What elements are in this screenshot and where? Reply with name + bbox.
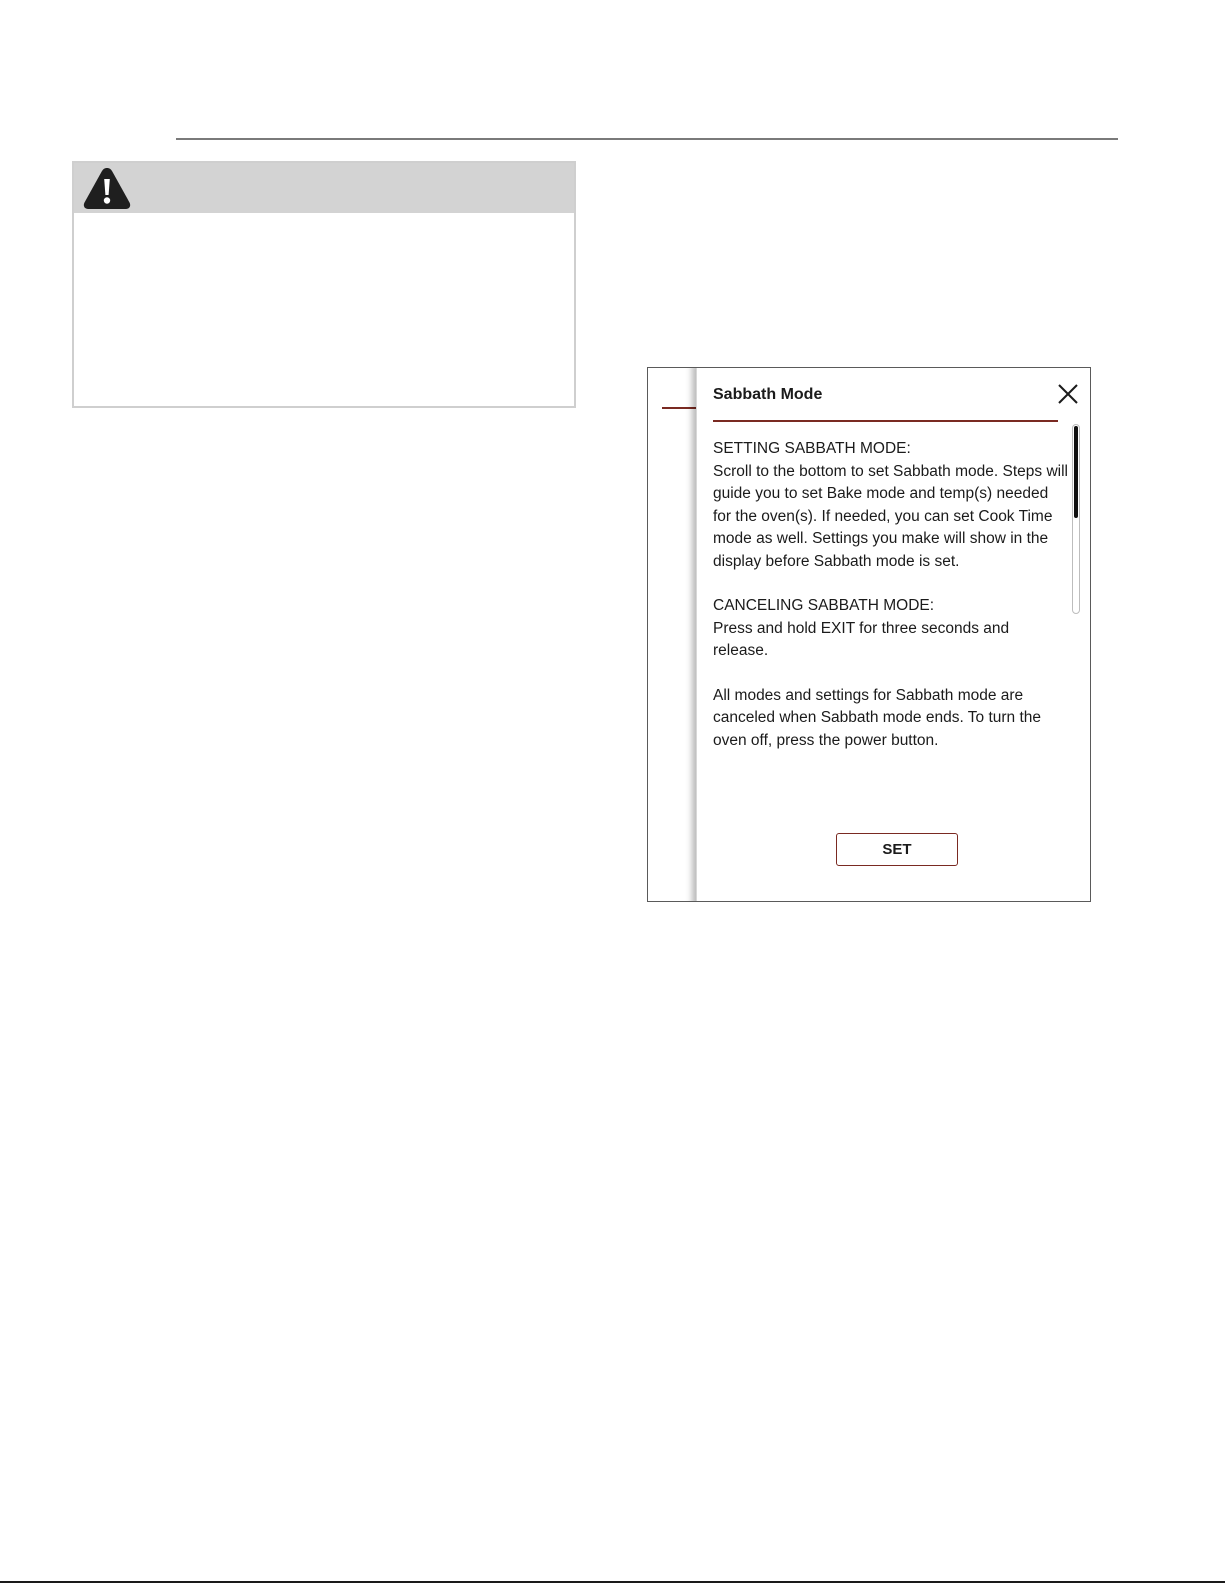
background-accent-line [662,407,698,409]
set-button[interactable]: SET [836,833,958,866]
warning-header [74,163,574,213]
warning-box [72,161,576,408]
footer-rule [0,1581,1225,1583]
canceling-heading: CANCELING SABBATH MODE: [713,597,935,614]
header-rule [176,138,1118,140]
scrollbar[interactable] [1072,424,1080,614]
paragraph-canceling-sabbath [713,595,1068,663]
warning-body [74,213,574,233]
warning-triangle-icon [82,166,132,211]
sabbath-mode-dialog [696,367,1091,902]
dialog-content [713,438,1068,774]
setting-heading: SETTING SABBATH MODE: [713,440,911,457]
oven-display-screen [647,367,1091,902]
setting-text: Scroll to the bottom to set Sabbath mode. Steps will guide you to set Bake mode and temp(s) needed for the oven(s). If needed, you can set Cook Time mode as well. Settings you make will show in the display before Sabbath mode is set. [713,462,1068,570]
canceling-text: Press and hold EXIT for three seconds and release. [713,619,1010,659]
close-icon[interactable] [1056,382,1080,406]
paragraph-modes-canceled: All modes and settings for Sabbath mode are canceled when Sabbath mode ends. To turn the oven off, press the power button. [713,686,1042,749]
paragraph-setting-sabbath [713,438,1068,573]
scrollbar-thumb[interactable] [1074,426,1078,518]
dialog-title: Sabbath Mode [713,386,823,403]
title-divider [713,420,1058,422]
